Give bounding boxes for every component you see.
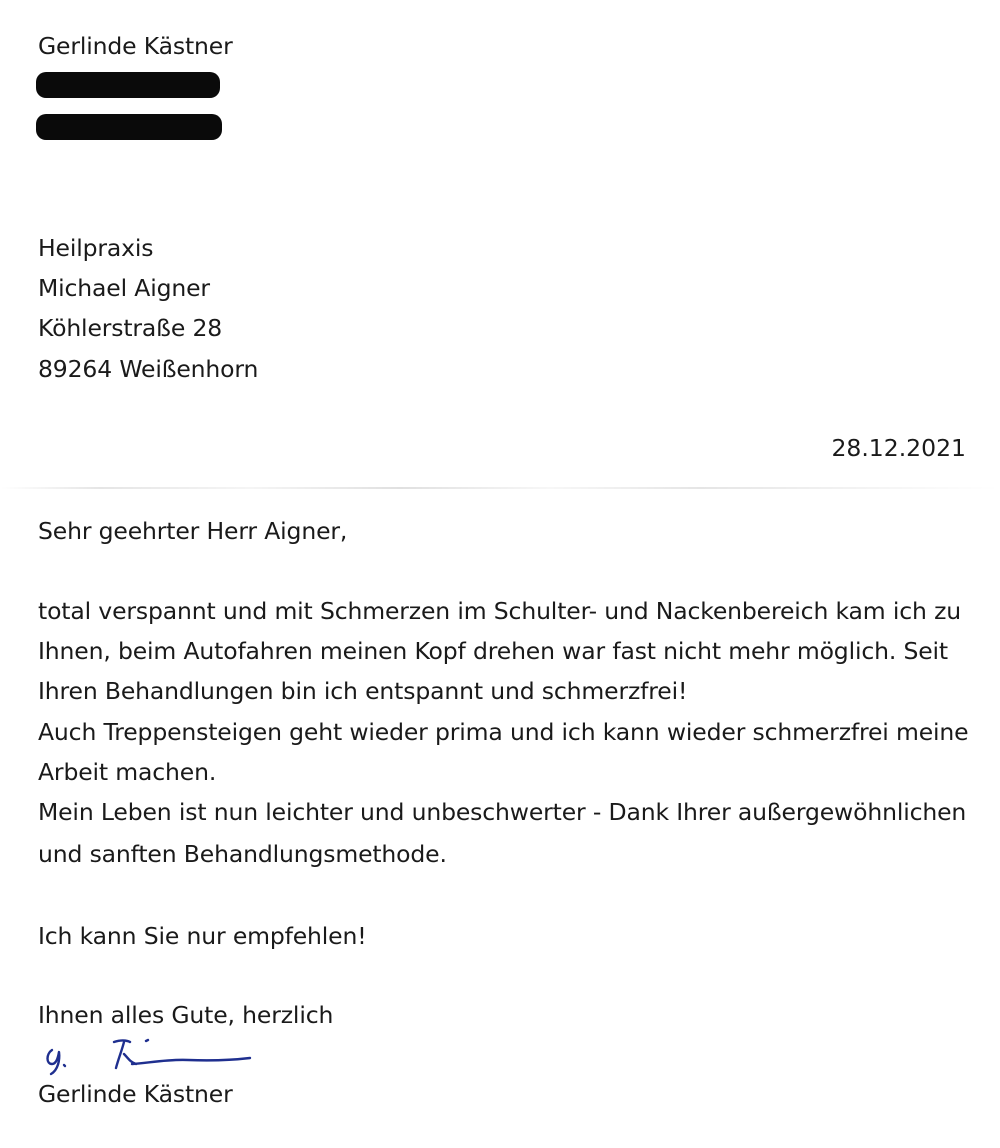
- body-line: Mein Leben ist nun leichter und unbeschwerter - Dank Ihrer außergewöhnlichen: [38, 798, 967, 826]
- body-line: und sanften Behandlungsmethode.: [38, 840, 447, 868]
- body-line: Ihren Behandlungen bin ich entspannt und schmerzfrei!: [38, 677, 688, 705]
- handwritten-signature-icon: [38, 1030, 258, 1080]
- redacted-address-line-1: [36, 72, 220, 98]
- paper-fold-line: [0, 487, 1000, 489]
- redacted-address-line-2: [36, 114, 222, 140]
- letter-date: 28.12.2021: [831, 434, 966, 462]
- recipient-street: Köhlerstraße 28: [38, 314, 223, 342]
- body-line: Auch Treppensteigen geht wieder prima und ich kann wieder schmerzfrei meine: [38, 718, 969, 746]
- recommendation-line: Ich kann Sie nur empfehlen!: [38, 922, 367, 950]
- signoff-name: Gerlinde Kästner: [38, 1080, 233, 1108]
- recipient-practice: Heilpraxis: [38, 234, 154, 262]
- sender-name: Gerlinde Kästner: [38, 32, 233, 60]
- body-line: Ihnen, beim Autofahren meinen Kopf drehen war fast nicht mehr möglich. Seit: [38, 637, 949, 665]
- recipient-name: Michael Aigner: [38, 274, 210, 302]
- body-line: total verspannt und mit Schmerzen im Schulter- und Nackenbereich kam ich zu: [38, 597, 962, 625]
- recipient-city: 89264 Weißenhorn: [38, 355, 259, 383]
- salutation: Sehr geehrter Herr Aigner,: [38, 517, 348, 545]
- body-line: Arbeit machen.: [38, 758, 217, 786]
- closing-line: Ihnen alles Gute, herzlich: [38, 1001, 334, 1029]
